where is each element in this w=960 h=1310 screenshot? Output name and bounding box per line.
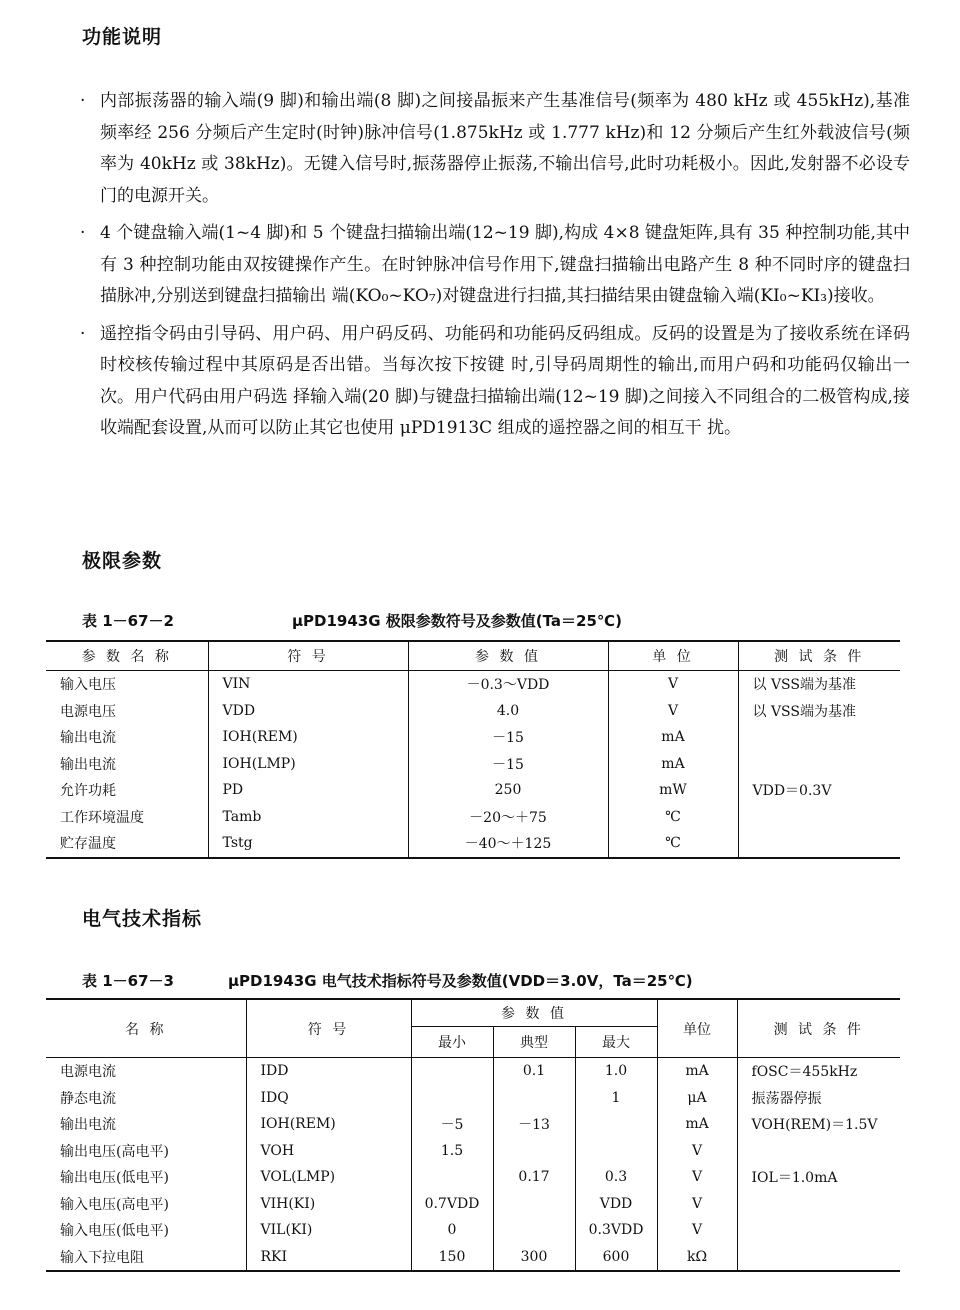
param-unit: V xyxy=(657,1191,737,1218)
param-symbol: VIL(KI) xyxy=(246,1217,411,1244)
typ-value xyxy=(493,1138,575,1165)
column-header: 单位 xyxy=(657,999,737,1058)
min-value xyxy=(411,1085,493,1112)
param-symbol: VIH(KI) xyxy=(246,1191,411,1218)
section-heading-function: 功能说明 xyxy=(82,26,163,48)
test-condition xyxy=(737,1138,900,1165)
limits-table xyxy=(46,640,900,859)
param-name: 静态电流 xyxy=(60,1090,116,1107)
param-symbol: VIN xyxy=(208,671,408,698)
test-condition: 以 VSS端为基准 xyxy=(738,671,900,698)
table-title: μPD1943G 电气技术指标符号及参数值(VDD＝3.0V，Ta＝25℃) xyxy=(228,972,693,990)
param-name: 输出电压(高电平) xyxy=(60,1143,169,1160)
max-value: VDD xyxy=(575,1191,657,1218)
min-value: 1.5 xyxy=(411,1138,493,1165)
test-condition: IOL＝1.0mA xyxy=(737,1164,900,1191)
test-condition xyxy=(738,804,900,831)
param-unit: mA xyxy=(608,751,738,778)
table-header-row xyxy=(46,641,900,671)
typ-value xyxy=(493,1085,575,1112)
param-unit: μA xyxy=(657,1085,737,1112)
typ-value: 0.1 xyxy=(493,1058,575,1085)
param-unit: V xyxy=(608,671,738,698)
table-row xyxy=(46,724,900,751)
column-header: 最大 xyxy=(575,1027,657,1058)
param-value: 250 xyxy=(408,777,608,804)
param-name: 允许功耗 xyxy=(60,783,116,800)
column-header: 名 称 xyxy=(46,999,246,1058)
test-condition: VDD＝0.3V xyxy=(738,777,900,804)
param-value: －15 xyxy=(408,724,608,751)
param-name: 输出电流 xyxy=(60,756,116,773)
table-row xyxy=(46,751,900,778)
bullet-item: · 内部振荡器的输入端(9 脚)和输出端(8 脚)之间接晶振来产生基准信号(频率为 480 kHz 或 455kHz),基准频率经 256 分频后产生定时(时钟)脉冲信号(1.875kHz 或 1.777 kHz)和 12 分频后产生红外载波信号(频率为 40kHz 或 38kHz)。无键入信号时,振荡器停止振荡,不输出信号,此时功耗极小。因此,发射器不必设专门的电源开关。 xyxy=(80,91,910,206)
test-condition xyxy=(737,1244,900,1272)
electrical-table xyxy=(46,998,900,1272)
column-header: 测 试 条 件 xyxy=(738,641,900,671)
typ-value xyxy=(493,1217,575,1244)
table-row xyxy=(46,671,900,698)
test-condition xyxy=(738,830,900,858)
typ-value xyxy=(493,1191,575,1218)
param-symbol: PD xyxy=(208,777,408,804)
param-unit: V xyxy=(608,698,738,725)
test-condition xyxy=(737,1191,900,1218)
test-condition: VOH(REM)＝1.5V xyxy=(737,1111,900,1138)
param-name: 输出电流 xyxy=(60,730,116,747)
param-symbol: VOL(LMP) xyxy=(246,1164,411,1191)
table-row xyxy=(46,1244,900,1272)
min-value: －5 xyxy=(411,1111,493,1138)
max-value xyxy=(575,1138,657,1165)
column-header: 单 位 xyxy=(608,641,738,671)
bullet-text: 遥控指令码由引导码、用户码、用户码反码、功能码和功能码反码组成。反码的设置是为了接收系统在译码时校核传输过程中其原码是否出错。当每次按下按键 时,引导码周期性的输出,而用户码和功能码仅输出一次。用户代码由用户码选 择输入端(20 脚)与键盘扫描输出端(12~19 脚)之间接入不同组合的二极管构成,接收端配套设置,从而可以防止其它也使用 μPD1913C 组成的遥控器之间的相互干 扰。 xyxy=(100,323,910,438)
param-name: 输入下拉电阻 xyxy=(46,1244,246,1272)
min-value xyxy=(411,1164,493,1191)
table-row xyxy=(46,698,900,725)
param-name: 电源电压 xyxy=(60,703,116,720)
table-title: μPD1943G 极限参数符号及参数值(Ta＝25℃) xyxy=(292,612,622,630)
param-value: －40～＋125 xyxy=(408,830,608,858)
param-symbol: IOH(REM) xyxy=(208,724,408,751)
test-condition xyxy=(738,751,900,778)
typ-value: 300 xyxy=(493,1244,575,1272)
column-header: 符 号 xyxy=(246,999,411,1058)
param-name: 电源电流 xyxy=(60,1064,116,1081)
param-name: 工作环境温度 xyxy=(60,809,144,826)
param-name: 输入电压 xyxy=(60,677,116,694)
function-bullet-list xyxy=(72,86,910,451)
param-unit: mA xyxy=(657,1058,737,1085)
typ-value: －13 xyxy=(493,1111,575,1138)
column-header: 参 数 名 称 xyxy=(46,641,208,671)
section-heading-electrical: 电气技术指标 xyxy=(82,908,203,930)
param-unit: ℃ xyxy=(608,804,738,831)
max-value: 600 xyxy=(575,1244,657,1272)
param-symbol: IOH(REM) xyxy=(246,1111,411,1138)
param-unit: mA xyxy=(657,1111,737,1138)
table-row xyxy=(46,1111,900,1138)
param-value: －15 xyxy=(408,751,608,778)
column-header: 符 号 xyxy=(208,641,408,671)
test-condition xyxy=(737,1217,900,1244)
table-row xyxy=(46,1138,900,1165)
max-value: 1.0 xyxy=(575,1058,657,1085)
bullet-item: · 4 个键盘输入端(1~4 脚)和 5 个键盘扫描输出端(12~19 脚),构成 4×8 键盘矩阵,具有 35 种控制功能,其中有 3 种控制功能由双按键操作产生。在时钟脉冲信号作用下,键盘扫描输出电路产生 8 种不同时序的键盘扫描脉冲,分别送到键盘扫描输出 端(KO₀~KO₇)对键盘进行扫描,其扫描结果由键盘输入端(KI₀~KI₃)接收。 xyxy=(80,223,910,306)
param-symbol: RKI xyxy=(246,1244,411,1272)
param-name: 输入电压(高电平) xyxy=(60,1196,169,1213)
param-name: 输出电压(低电平) xyxy=(60,1170,169,1187)
param-symbol: VDD xyxy=(208,698,408,725)
table-row xyxy=(46,830,900,858)
param-unit: ℃ xyxy=(608,830,738,858)
column-header: 测 试 条 件 xyxy=(737,999,900,1058)
param-unit: kΩ xyxy=(657,1244,737,1272)
param-symbol: Tamb xyxy=(208,804,408,831)
param-unit: V xyxy=(657,1217,737,1244)
min-value xyxy=(411,1058,493,1085)
param-value: 4.0 xyxy=(408,698,608,725)
param-symbol: IDD xyxy=(246,1058,411,1085)
column-group-header: 参 数 值 xyxy=(411,999,657,1027)
param-unit: mW xyxy=(608,777,738,804)
max-value: 1 xyxy=(575,1085,657,1112)
param-symbol: Tstg xyxy=(208,830,408,858)
min-value: 0.7VDD xyxy=(411,1191,493,1218)
param-unit: V xyxy=(657,1138,737,1165)
section-heading-limits: 极限参数 xyxy=(82,550,163,572)
table-row xyxy=(46,804,900,831)
param-unit: V xyxy=(657,1164,737,1191)
param-symbol: IOH(LMP) xyxy=(208,751,408,778)
table-row xyxy=(46,1191,900,1218)
table-row xyxy=(46,1164,900,1191)
min-value: 150 xyxy=(411,1244,493,1272)
max-value: 0.3VDD xyxy=(575,1217,657,1244)
param-symbol: VOH xyxy=(246,1138,411,1165)
typ-value: 0.17 xyxy=(493,1164,575,1191)
max-value: 0.3 xyxy=(575,1164,657,1191)
column-header: 典型 xyxy=(493,1027,575,1058)
bullet-text: 4 个键盘输入端(1~4 脚)和 5 个键盘扫描输出端(12~19 脚),构成 4×8 键盘矩阵,具有 35 种控制功能,其中有 3 种控制功能由双按键操作产生。在时钟脉冲信号作用下,键盘扫描输出电路产生 8 种不同时序的键盘扫描脉冲,分别送到键盘扫描输出 端(KO₀~KO₇)对键盘进行扫描,其扫描结果由键盘输入端(KI₀~KI₃)接收。 xyxy=(100,223,910,306)
table-row xyxy=(46,1085,900,1112)
param-unit: mA xyxy=(608,724,738,751)
param-symbol: IDQ xyxy=(246,1085,411,1112)
test-condition: 振荡器停振 xyxy=(737,1085,900,1112)
table-number: 表 1－67－2 xyxy=(82,612,174,630)
param-name: 贮存温度 xyxy=(46,830,208,858)
table-row xyxy=(46,777,900,804)
bullet-text: 内部振荡器的输入端(9 脚)和输出端(8 脚)之间接晶振来产生基准信号(频率为 480 kHz 或 455kHz),基准频率经 256 分频后产生定时(时钟)脉冲信号(1.875kHz 或 1.777 kHz)和 12 分频后产生红外载波信号(频率为 40kHz 或 38kHz)。无键入信号时,振荡器停止振荡,不输出信号,此时功耗极小。因此,发射器不必设专门的电源开关。 xyxy=(100,91,910,206)
param-value: －0.3～VDD xyxy=(408,671,608,698)
param-value: －20～＋75 xyxy=(408,804,608,831)
table-header-row xyxy=(46,999,900,1027)
param-name: 输出电流 xyxy=(60,1117,116,1134)
table-number: 表 1－67－3 xyxy=(82,972,174,990)
test-condition xyxy=(738,724,900,751)
table-row xyxy=(46,1058,900,1085)
bullet-item: · 遥控指令码由引导码、用户码、用户码反码、功能码和功能码反码组成。反码的设置是为了接收系统在译码时校核传输过程中其原码是否出错。当每次按下按键 时,引导码周期性的输出,而用户码和功能码仅输出一次。用户代码由用户码选 择输入端(20 脚)与键盘扫描输出端(12~19 脚)之间接入不同组合的二极管构成,接收端配套设置,从而可以防止其它也使用 μPD1913C 组成的遥控器之间的相互干 扰。 xyxy=(80,323,910,438)
max-value xyxy=(575,1111,657,1138)
column-header: 最小 xyxy=(411,1027,493,1058)
param-name: 输入电压(低电平) xyxy=(60,1223,169,1240)
table-row xyxy=(46,1217,900,1244)
column-header: 参 数 值 xyxy=(408,641,608,671)
test-condition: 以 VSS端为基准 xyxy=(738,698,900,725)
test-condition: fOSC＝455kHz xyxy=(737,1058,900,1085)
min-value: 0 xyxy=(411,1217,493,1244)
